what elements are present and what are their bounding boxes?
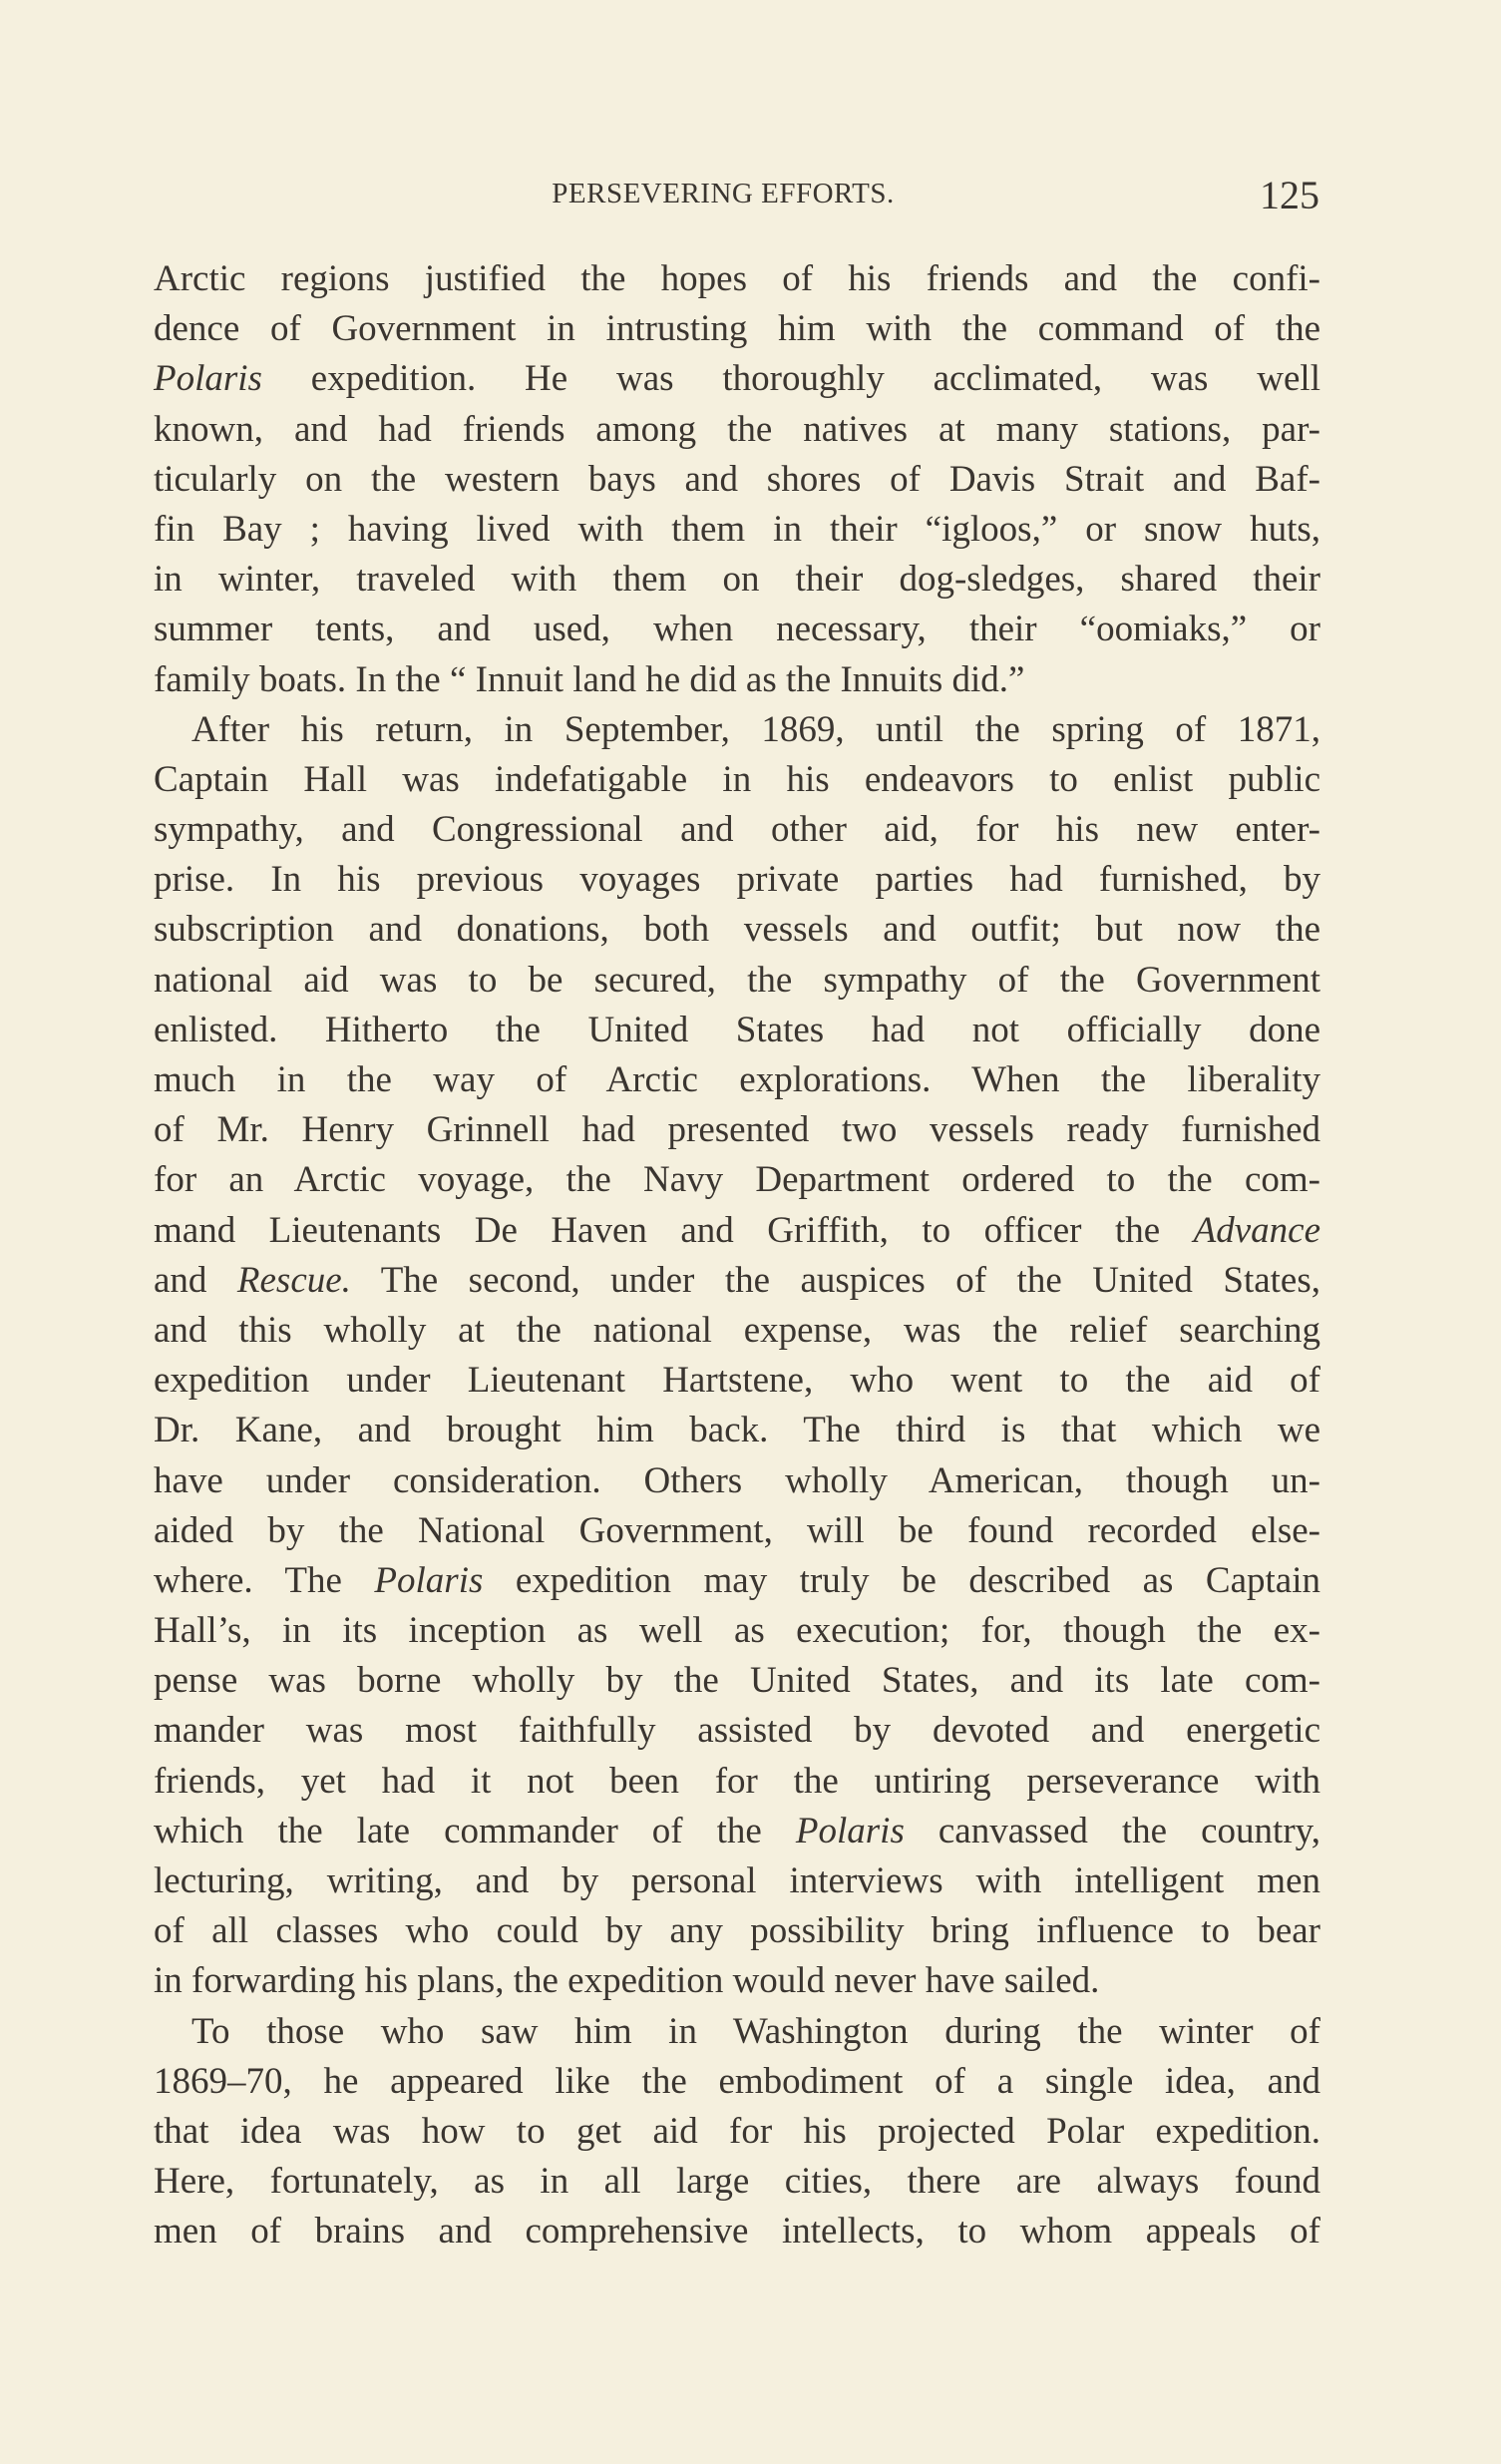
text-segment: Dr. Kane, and brought him back. The third is that which we [154,1410,1320,1451]
text-line [154,1606,1320,1656]
text-line [154,855,1320,905]
text-line [154,1656,1320,1706]
text-line [154,1105,1320,1155]
text-segment: and this wholly at the national expense, was the relief searching [154,1309,1320,1351]
text-segment: mander was most faithfully assisted by devoted and energetic [154,1710,1320,1752]
text-segment: and [154,1259,237,1301]
text-line [154,405,1320,455]
text-segment: subscription and donations, both vessels and outfit; but now the [154,909,1320,951]
text-line [154,254,1320,304]
text-line [154,2157,1320,2207]
running-head: PERSEVERING EFFORTS. [552,178,895,209]
text-line [154,1757,1320,1807]
text-line [154,1456,1320,1506]
text-line [154,1206,1320,1256]
text-segment: which the late commander of the [154,1810,796,1851]
text-line [154,2107,1320,2157]
text-segment: in forwarding his plans, the expedition would never have sailed. [154,1960,1100,2002]
text-line [154,1055,1320,1105]
text-line [154,956,1320,1006]
text-line [154,304,1320,354]
italic-text: Polaris [154,358,262,400]
text-segment: After his return, in September, 1869, until the spring of 1871, [191,708,1320,750]
text-segment: Here, fortunately, as in all large cities, there are always found [154,2161,1320,2203]
italic-text: Advance [1193,1209,1320,1251]
text-line [154,1155,1320,1205]
italic-text: Rescue. [236,1259,351,1301]
text-line [154,2207,1320,2257]
text-segment: expedition. He was thoroughly acclimated, was well [261,358,1320,400]
text-segment: that idea was how to get aid for his projected Polar expedition. [154,2110,1320,2152]
text-segment: friends, yet had it not been for the untiring perseverance with [154,1760,1320,1802]
page-number: 125 [1260,173,1319,217]
text-segment: Arctic regions justified the hopes of his friends and the confi- [154,258,1320,299]
text-segment: enlisted. Hitherto the United States had not officially done [154,1009,1320,1050]
text-line [154,2057,1320,2107]
text-segment: canvassed the country, [904,1810,1321,1851]
text-line [154,505,1320,555]
text-segment: of Mr. Henry Grinnell had presented two vessels ready furnished [154,1109,1320,1151]
text-segment: pense was borne wholly by the United States, and its late com- [154,1660,1320,1702]
text-line [154,455,1320,505]
text-segment: summer tents, and used, when necessary, their “oomiaks,” or [154,609,1320,650]
text-segment: ticularly on the western bays and shores of Davis Strait and Baf- [154,458,1320,500]
italic-text: Polaris [795,1810,905,1851]
text-line [154,1556,1320,1606]
text-segment: sympathy, and Congressional and other aid, for his new enter- [154,809,1320,851]
text-segment: have under consideration. Others wholly American, though un- [154,1459,1320,1501]
text-line [154,905,1320,955]
text-segment: men of brains and comprehensive intellects, to whom appeals of [154,2211,1320,2253]
text-segment: The second, under the auspices of the United States, [350,1259,1320,1301]
text-line [154,354,1320,404]
text-segment: known, and had friends among the natives at many stations, par- [154,408,1320,450]
text-segment: national aid was to be secured, the sympathy of the Government [154,959,1320,1001]
text-line [154,755,1320,805]
text-line [154,1006,1320,1055]
text-segment: Captain Hall was indefatigable in his endeavors to enlist public [154,758,1320,800]
text-line [154,655,1320,705]
text-line [154,1406,1320,1455]
text-line [154,605,1320,654]
text-segment: fin Bay ; having lived with them in their “igloos,” or snow huts, [154,508,1320,550]
text-segment: expedition may truly be described as Captain [483,1559,1320,1601]
text-segment: much in the way of Arctic explorations. When the liberality [154,1059,1320,1100]
body-text [154,254,1320,2258]
text-segment: in winter, traveled with them on their dog-sledges, shared their [154,559,1320,601]
text-segment: prise. In his previous voyages private parties had furnished, by [154,859,1320,901]
text-segment: family boats. In the “ Innuit land he did as the Innuits did.” [154,658,1025,700]
text-segment: for an Arctic voyage, the Navy Department ordered to the com- [154,1159,1320,1201]
text-segment: of all classes who could by any possibility bring influence to bear [154,1910,1320,1952]
text-line [154,1807,1320,1856]
text-line [154,805,1320,855]
text-line [154,2007,1320,2057]
italic-text: Polaris [374,1559,484,1601]
text-segment: Hall’s, in its inception as well as execution; for, though the ex- [154,1610,1320,1652]
text-line [154,1856,1320,1906]
text-line [154,1706,1320,1756]
text-segment: expedition under Lieutenant Hartstene, who went to the aid of [154,1360,1320,1402]
text-line [154,1356,1320,1406]
text-segment: mand Lieutenants De Haven and Griffith, to officer the [154,1209,1194,1251]
text-segment: dence of Government in intrusting him with the command of the [154,308,1320,350]
text-line [154,1256,1320,1306]
text-line [154,1906,1320,1956]
text-segment: 1869–70, he appeared like the embodiment of a single idea, and [154,2060,1320,2102]
text-line [154,705,1320,755]
text-line [154,1306,1320,1356]
text-segment: aided by the National Government, will be found recorded else- [154,1509,1320,1551]
text-line [154,1956,1320,2006]
text-segment: To those who saw him in Washington during the winter of [191,2010,1320,2052]
text-segment: lecturing, writing, and by personal interviews with intelligent men [154,1860,1320,1901]
text-line [154,555,1320,605]
text-line [154,1506,1320,1556]
text-segment: where. The [154,1559,375,1601]
